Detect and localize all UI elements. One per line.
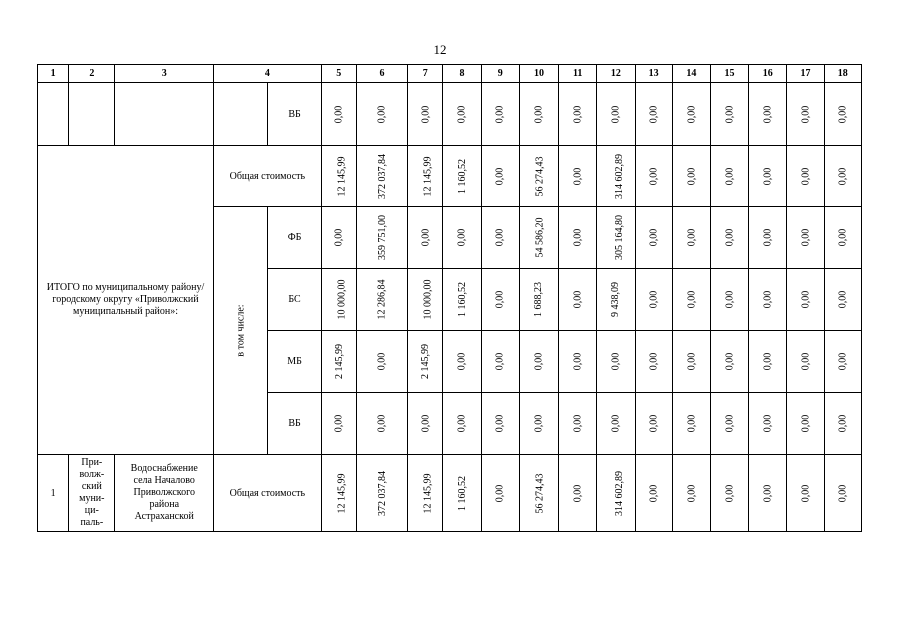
- value-cell: [710, 331, 748, 393]
- value-cell-text: 12 145,99: [422, 473, 434, 513]
- value-cell: [635, 146, 672, 207]
- source-label-text: МБ: [287, 356, 302, 367]
- value-cell-text: 0,00: [572, 484, 584, 502]
- column-header-text: 14: [686, 68, 697, 79]
- column-header-text: 10: [533, 68, 544, 79]
- column-header: [519, 65, 558, 83]
- column-header-text: 18: [837, 68, 848, 79]
- value-cell-text: 0,00: [533, 414, 545, 433]
- value-cell-text: 0,00: [724, 290, 736, 309]
- value-cell: [481, 393, 519, 455]
- value-cell-text: 305 164,80: [614, 215, 626, 260]
- value-cell-text: 0,00: [762, 352, 774, 371]
- value-cell-text: 0,00: [648, 414, 660, 433]
- value-cell-text: 0,00: [533, 105, 545, 123]
- value-cell: [519, 146, 558, 207]
- value-cell: [749, 269, 787, 331]
- value-cell: [672, 146, 710, 207]
- value-cell-text: 0,00: [376, 352, 388, 371]
- value-cell-text: 0,00: [648, 167, 660, 185]
- value-cell-text: 314 602,89: [614, 153, 626, 199]
- value-cell: [710, 269, 748, 331]
- source-label-text: ФБ: [287, 232, 302, 243]
- value-cell-text: 0,00: [837, 105, 849, 123]
- column-header: [749, 65, 787, 83]
- column-header-text: 4: [264, 68, 270, 79]
- total-title-text: ИТОГО по муниципальному району/городскому округу «Приволжский муниципальный район»:: [46, 282, 205, 317]
- value-cell: [408, 207, 443, 269]
- source-label-text: ВБ: [288, 108, 301, 120]
- value-cell: [321, 455, 356, 532]
- value-cell-text: 56 274,43: [534, 473, 546, 513]
- value-cell-text: 0,00: [762, 228, 774, 247]
- value-cell-text: 0,00: [837, 352, 849, 371]
- value-cell-text: 0,00: [419, 228, 431, 247]
- value-cell: [321, 393, 356, 455]
- value-cell: [519, 331, 558, 393]
- total-label: [214, 455, 322, 532]
- source-label: [268, 83, 321, 146]
- value-cell: [597, 146, 635, 207]
- value-cell-text: 0,00: [419, 414, 431, 433]
- value-cell-text: 0,00: [533, 352, 545, 371]
- value-cell: [559, 269, 597, 331]
- value-cell: [481, 146, 519, 207]
- value-cell-text: 9 438,09: [610, 282, 622, 317]
- source-label-text: БС: [288, 294, 301, 305]
- value-cell: [824, 146, 861, 207]
- value-cell: [356, 146, 407, 207]
- value-cell-text: 0,00: [648, 228, 660, 247]
- value-cell: [635, 207, 672, 269]
- total-label: [214, 146, 322, 207]
- column-header-text: 16: [762, 68, 773, 79]
- value-cell: [443, 269, 481, 331]
- value-cell-text: 0,00: [799, 290, 811, 309]
- value-cell-text: 0,00: [419, 105, 431, 123]
- value-cell: [824, 269, 861, 331]
- column-header-text: 1: [50, 68, 56, 79]
- value-cell-text: 372 037,84: [376, 153, 388, 199]
- value-cell-text: 0,00: [376, 414, 388, 433]
- value-cell-text: 0,00: [724, 484, 736, 502]
- value-cell: [481, 331, 519, 393]
- value-cell: [408, 146, 443, 207]
- value-cell-text: 0,00: [685, 484, 697, 502]
- column-header: [214, 65, 322, 83]
- column-header-text: 9: [497, 68, 503, 79]
- column-header-text: 2: [89, 68, 95, 79]
- financing-table: [37, 64, 862, 532]
- value-cell: [408, 455, 443, 532]
- value-cell: [787, 83, 824, 146]
- source-label-text: ВБ: [288, 418, 301, 429]
- column-header: [38, 65, 69, 83]
- empty-cell: [69, 83, 115, 146]
- table-row: [38, 146, 862, 207]
- value-cell: [356, 83, 407, 146]
- column-header-text: 12: [610, 68, 621, 79]
- table-row: [38, 83, 862, 146]
- value-cell: [481, 269, 519, 331]
- value-cell: [559, 83, 597, 146]
- column-header-text: 17: [800, 68, 811, 79]
- object-cell: [115, 455, 214, 532]
- value-cell-text: 0,00: [799, 352, 811, 371]
- value-cell: [824, 207, 861, 269]
- column-header: [787, 65, 824, 83]
- value-cell: [559, 455, 597, 532]
- value-cell: [749, 146, 787, 207]
- value-cell: [787, 393, 824, 455]
- value-cell-text: 0,00: [799, 105, 811, 123]
- value-cell: [787, 455, 824, 532]
- value-cell-text: 0,00: [724, 352, 736, 371]
- column-header: [672, 65, 710, 83]
- value-cell: [672, 269, 710, 331]
- municipality-cell: [69, 455, 115, 532]
- value-cell: [672, 455, 710, 532]
- column-header: [481, 65, 519, 83]
- value-cell-text: 0,00: [685, 352, 697, 371]
- value-cell: [672, 331, 710, 393]
- value-cell: [597, 393, 635, 455]
- column-header: [69, 65, 115, 83]
- value-cell: [443, 393, 481, 455]
- value-cell: [787, 146, 824, 207]
- column-header: [824, 65, 861, 83]
- value-cell-text: 0,00: [648, 290, 660, 309]
- column-header-text: 15: [724, 68, 735, 79]
- value-cell-text: 0,00: [456, 414, 468, 433]
- value-cell-text: 0,00: [762, 414, 774, 433]
- value-cell: [519, 269, 558, 331]
- value-cell-text: 0,00: [685, 228, 697, 247]
- value-cell: [635, 455, 672, 532]
- column-header: [115, 65, 214, 83]
- value-cell-text: 0,00: [456, 352, 468, 371]
- value-cell: [559, 331, 597, 393]
- value-cell-text: 0,00: [494, 484, 506, 502]
- value-cell: [321, 207, 356, 269]
- page-number: 12: [433, 42, 447, 57]
- value-cell-text: 0,00: [610, 414, 622, 433]
- value-cell-text: 0,00: [724, 105, 736, 123]
- value-cell-text: 0,00: [762, 290, 774, 309]
- value-cell-text: 0,00: [724, 228, 736, 247]
- value-cell: [356, 331, 407, 393]
- value-cell: [321, 146, 356, 207]
- table-row: [38, 455, 862, 532]
- value-cell: [710, 207, 748, 269]
- value-cell-text: 0,00: [333, 414, 345, 433]
- value-cell: [519, 393, 558, 455]
- column-header-text: 5: [336, 68, 342, 79]
- value-cell-text: 2 145,99: [420, 344, 432, 379]
- value-cell-text: 0,00: [456, 105, 468, 123]
- value-cell: [710, 83, 748, 146]
- value-cell-text: 0,00: [799, 228, 811, 247]
- value-cell-text: 0,00: [572, 352, 584, 371]
- value-cell: [672, 393, 710, 455]
- value-cell-text: 10 000,00: [422, 279, 434, 320]
- column-header-text: 6: [379, 68, 385, 79]
- empty-cell: [115, 83, 214, 146]
- value-cell-text: 0,00: [494, 290, 506, 309]
- column-header-text: 7: [422, 68, 428, 79]
- column-header-text: 8: [459, 68, 465, 79]
- value-cell: [635, 83, 672, 146]
- value-cell: [787, 331, 824, 393]
- value-cell: [408, 83, 443, 146]
- value-cell: [635, 393, 672, 455]
- value-cell-text: 0,00: [799, 167, 811, 185]
- value-cell-text: 0,00: [494, 352, 506, 371]
- value-cell: [443, 455, 481, 532]
- value-cell-text: 0,00: [572, 167, 584, 185]
- value-cell-text: 1 160,52: [456, 282, 468, 317]
- value-cell-text: 0,00: [685, 105, 697, 123]
- value-cell: [408, 331, 443, 393]
- value-cell: [481, 207, 519, 269]
- value-cell-text: 12 145,99: [422, 156, 434, 196]
- value-cell-text: 0,00: [376, 105, 388, 123]
- value-cell: [356, 207, 407, 269]
- value-cell-text: 0,00: [494, 105, 506, 123]
- header-row: [38, 65, 862, 83]
- value-cell: [635, 269, 672, 331]
- value-cell-text: 0,00: [837, 167, 849, 185]
- value-cell: [443, 146, 481, 207]
- value-cell-text: 0,00: [456, 228, 468, 247]
- value-cell: [672, 83, 710, 146]
- value-cell-text: 0,00: [572, 414, 584, 433]
- value-cell: [356, 393, 407, 455]
- value-cell: [710, 393, 748, 455]
- source-label: [268, 393, 321, 455]
- value-cell: [321, 83, 356, 146]
- value-cell: [597, 331, 635, 393]
- value-cell: [443, 331, 481, 393]
- value-cell-text: 1 160,52: [456, 475, 468, 511]
- row-number-text: 1: [50, 487, 56, 499]
- empty-cell: [214, 83, 268, 146]
- value-cell-text: 1 160,52: [456, 158, 468, 194]
- value-cell: [749, 331, 787, 393]
- value-cell: [749, 455, 787, 532]
- value-cell-text: 0,00: [724, 414, 736, 433]
- source-label: [268, 269, 321, 331]
- column-header-text: 11: [572, 68, 583, 79]
- value-cell: [597, 83, 635, 146]
- object-cell-text: Водоснабжение села Началово Приволжского района Астраханской: [130, 463, 198, 522]
- value-cell-text: 0,00: [685, 290, 697, 309]
- value-cell: [519, 83, 558, 146]
- column-header-text: 13: [648, 68, 659, 79]
- value-cell: [559, 146, 597, 207]
- column-header: [356, 65, 407, 83]
- value-cell-text: 54 586,20: [534, 217, 546, 258]
- value-cell-text: 0,00: [762, 105, 774, 123]
- value-cell: [408, 269, 443, 331]
- value-cell-text: 0,00: [572, 228, 584, 247]
- value-cell-text: 0,00: [685, 414, 697, 433]
- value-cell-text: 12 145,99: [336, 473, 348, 513]
- value-cell: [481, 83, 519, 146]
- value-cell: [749, 393, 787, 455]
- column-header: [559, 65, 597, 83]
- row-number: [38, 455, 69, 532]
- value-cell: [710, 455, 748, 532]
- value-cell-text: 0,00: [762, 484, 774, 502]
- value-cell: [635, 331, 672, 393]
- value-cell-text: 0,00: [799, 414, 811, 433]
- value-cell-text: 1 688,23: [533, 282, 545, 317]
- column-header: [597, 65, 635, 83]
- value-cell-text: 0,00: [333, 228, 345, 247]
- value-cell-text: 0,00: [799, 484, 811, 502]
- value-cell-text: 56 274,43: [534, 156, 546, 196]
- value-cell: [597, 455, 635, 532]
- value-cell-text: 0,00: [837, 484, 849, 502]
- value-cell: [749, 83, 787, 146]
- value-cell-text: 2 145,99: [333, 344, 345, 379]
- source-label: [268, 207, 321, 269]
- value-cell-text: 372 037,84: [376, 470, 388, 516]
- value-cell: [710, 146, 748, 207]
- value-cell: [321, 331, 356, 393]
- value-cell: [519, 455, 558, 532]
- value-cell-text: 0,00: [648, 352, 660, 371]
- column-header: [443, 65, 481, 83]
- value-cell-text: 0,00: [724, 167, 736, 185]
- value-cell-text: 0,00: [610, 105, 622, 123]
- total-label-text: Общая стоимость: [229, 487, 306, 499]
- value-cell-text: 0,00: [685, 167, 697, 185]
- column-header-text: 3: [161, 68, 167, 79]
- value-cell: [443, 207, 481, 269]
- in-that-number: [214, 207, 268, 455]
- value-cell: [443, 83, 481, 146]
- column-header: [321, 65, 356, 83]
- value-cell: [597, 269, 635, 331]
- value-cell-text: 12 145,99: [336, 156, 348, 196]
- value-cell: [408, 393, 443, 455]
- value-cell-text: 0,00: [333, 105, 345, 123]
- value-cell-text: 0,00: [494, 414, 506, 433]
- value-cell-text: 10 000,00: [336, 279, 348, 320]
- value-cell-text: 0,00: [648, 484, 660, 502]
- value-cell-text: 0,00: [837, 414, 849, 433]
- column-header: [635, 65, 672, 83]
- municipality-cell-text: При- волж- ский муни- ци- паль-: [79, 457, 105, 528]
- value-cell-text: 0,00: [648, 105, 660, 123]
- value-cell: [824, 331, 861, 393]
- column-header: [408, 65, 443, 83]
- empty-cell: [38, 83, 69, 146]
- value-cell: [356, 455, 407, 532]
- value-cell: [824, 393, 861, 455]
- value-cell-text: 0,00: [572, 290, 584, 309]
- value-cell-text: 12 286,84: [376, 279, 388, 320]
- column-header: [710, 65, 748, 83]
- value-cell: [519, 207, 558, 269]
- value-cell: [597, 207, 635, 269]
- value-cell: [787, 269, 824, 331]
- value-cell-text: 0,00: [837, 228, 849, 247]
- value-cell: [749, 207, 787, 269]
- value-cell: [672, 207, 710, 269]
- source-label: [268, 331, 321, 393]
- value-cell-text: 0,00: [610, 352, 622, 371]
- value-cell: [824, 83, 861, 146]
- value-cell-text: 0,00: [494, 228, 506, 247]
- value-cell: [559, 393, 597, 455]
- value-cell-text: 0,00: [494, 167, 506, 185]
- value-cell: [787, 207, 824, 269]
- total-label-text: Общая стоимость: [229, 170, 306, 182]
- value-cell-text: 0,00: [762, 167, 774, 185]
- in-that-number-text: в том числе:: [235, 304, 247, 357]
- value-cell: [824, 455, 861, 532]
- value-cell: [356, 269, 407, 331]
- value-cell-text: 359 751,00: [376, 215, 388, 260]
- value-cell: [321, 269, 356, 331]
- value-cell-text: 0,00: [837, 290, 849, 309]
- value-cell-text: 0,00: [572, 105, 584, 123]
- value-cell: [481, 455, 519, 532]
- value-cell: [559, 207, 597, 269]
- value-cell-text: 314 602,89: [614, 470, 626, 516]
- total-title: [38, 146, 214, 455]
